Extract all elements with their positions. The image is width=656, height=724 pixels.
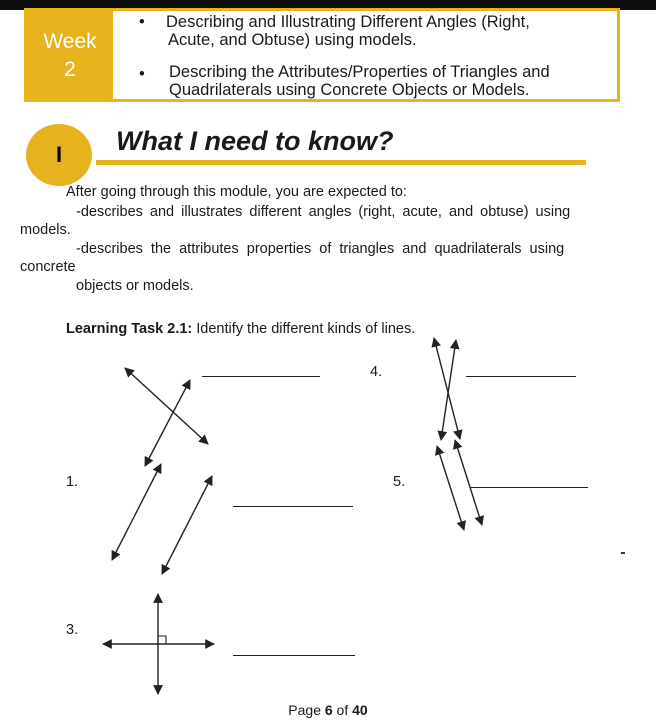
objective-line-1: -describes and illustrates different angles (right, acute, and obtuse) using xyxy=(76,204,571,220)
parallel-line-d xyxy=(455,440,482,525)
item-number: 3. xyxy=(66,622,79,638)
parallel-line-b xyxy=(162,476,212,574)
objective-line-2: -describes the attributes properties of triangles and quadrilaterals using xyxy=(76,241,565,257)
bullet-icon: • xyxy=(139,65,145,83)
week-number: 2 xyxy=(64,58,76,81)
parallel-line-c xyxy=(437,446,464,530)
item-number: 1. xyxy=(66,474,79,490)
week-label: Week xyxy=(43,30,97,53)
section-icon-letter: I xyxy=(55,142,63,167)
objective-line-2-cont: concrete xyxy=(20,259,76,275)
item-number: 5. xyxy=(393,474,406,490)
intro-lead: After going through this module, you are expected to: xyxy=(66,184,407,200)
right-angle-mark xyxy=(158,636,166,644)
objective-line-3: objects or models. xyxy=(76,278,194,294)
section-title: What I need to know? xyxy=(116,126,394,156)
crossing-line-a xyxy=(434,338,460,439)
page-number: Page 6 of 40 xyxy=(288,702,368,718)
parallel-line-a xyxy=(112,464,161,560)
crossing-line-b xyxy=(441,340,456,440)
objective-line-1-cont: models. xyxy=(20,222,71,238)
objective-text: Describing and Illustrating Different Angles (Right, Acute, and Obtuse) using models. xyxy=(166,13,530,49)
bullet-icon: • xyxy=(139,13,145,31)
item-number: 4. xyxy=(370,364,383,380)
task-label: Learning Task 2.1: xyxy=(66,321,193,337)
objective-text: Describing the Attributes/Properties of Triangles and Quadrilaterals using Concrete Objects or Models. xyxy=(169,63,550,99)
intersecting-line-a xyxy=(125,368,208,444)
task-instruction: Identify the different kinds of lines. xyxy=(192,321,416,337)
